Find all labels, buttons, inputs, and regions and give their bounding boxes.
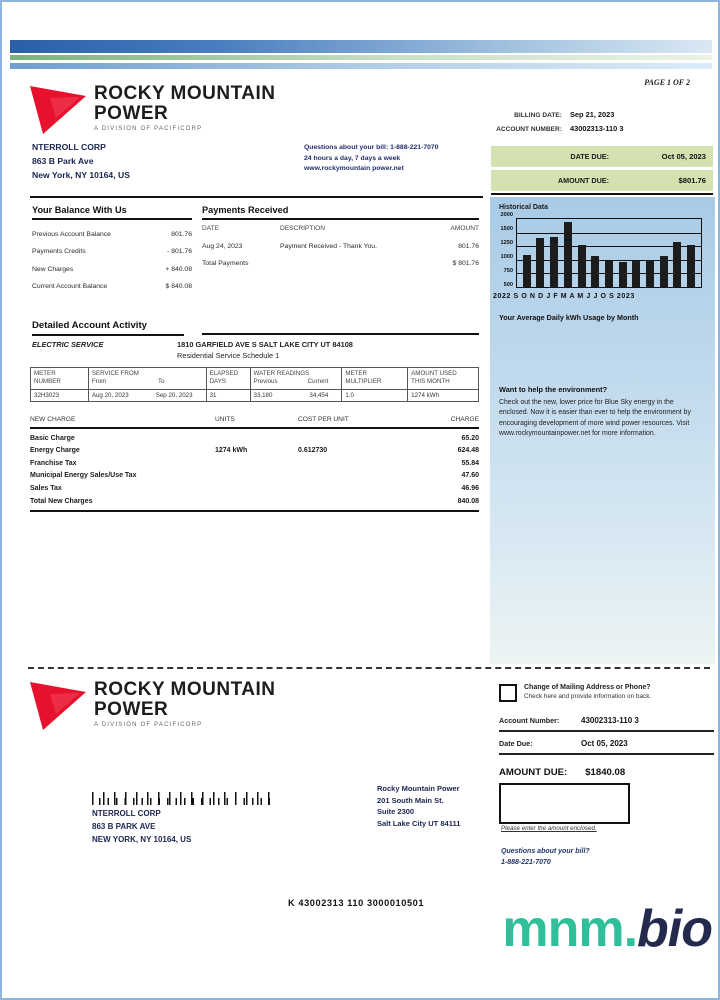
payments-title: Payments Received [202,205,479,220]
amount-enclosed-field[interactable] [499,783,630,824]
stub-date-due-label: Date Due: [499,739,533,748]
chart-ylabel: 1500 [500,226,513,233]
balance-title: Your Balance With Us [32,205,192,220]
chart-ylabel: 1250 [500,240,513,247]
service-schedule: Residential Service Schedule 1 [177,351,280,360]
stub-amount-due-row [499,767,625,778]
charges-table [30,416,479,512]
logo-name-line1: ROCKY MOUNTAIN [94,679,276,700]
historical-data-title: Historical Data [499,204,549,211]
meter-to-date: Sep 20, 2023 [155,391,193,399]
meter-multiplier: 1.0 [342,389,408,401]
activity-divider [202,333,479,335]
payments-section [202,205,479,267]
customer-address-block [32,141,130,183]
charges-total-label: Total New Charges [30,497,93,505]
balance-row-value: - 801.76 [167,248,192,255]
charge-row: Energy Charge 1274 kWh 0.612730 624.48 [30,447,479,455]
charges-total-value: 840.08 [457,497,479,505]
stub-questions-line2: 1-888-221-7070 [501,859,551,867]
service-type: ELECTRIC SERVICE [32,340,104,349]
postal-barcode-icon [92,792,270,805]
account-number-value: 43002313-110 3 [570,124,624,133]
chart-bar [660,256,668,287]
charges-total-row [30,498,479,512]
stub-account-value: 43002313-110 3 [581,716,639,725]
contact-block [304,143,489,175]
chart-ylabel: 2000 [500,212,513,218]
charges-col-charge: CHARGE [450,416,479,423]
chart-ylabel: 500 [503,282,513,289]
amount-enclosed-note: Please enter the amount enclosed. [501,825,597,832]
payment-amount: 801.76 [458,242,479,250]
change-address-label: Change of Mailing Address or Phone? [524,684,651,691]
stub-date-due-row [499,739,714,755]
stub-account-label: Account Number: [499,716,560,725]
change-address-checkbox[interactable] [499,684,517,702]
customer-address-line2: New York, NY 10164, US [32,169,130,180]
meter-amount-used: 1274 kWh [408,389,479,401]
chart-bar [605,261,613,287]
remit-address-block [377,783,460,830]
change-address-sublabel: Check here and provide information on back. [524,693,652,700]
remit-address-line2: Suite 2300 [377,807,415,817]
balance-row-value: $ 840.08 [165,283,192,290]
account-number-label: ACCOUNT NUMBER: [496,126,562,133]
top-gradient-bar-green [10,55,712,60]
remit-name: Rocky Mountain Power [377,784,460,793]
chart-bar [591,256,599,287]
mailing-address-line1: 863 B PARK AVE [92,821,156,831]
payments-col-date: DATE [202,225,220,232]
logo-name-line1: ROCKY MOUNTAIN [94,83,276,104]
remit-address-line1: 201 South Main St. [377,795,444,805]
mailing-address-block [92,808,191,846]
scanline-code: K 43002313 110 3000010501 [288,898,425,908]
billing-date-value: Sep 21, 2023 [570,110,615,119]
environment-title: Want to help the environment? [499,385,608,394]
meter-current-reading: 34,454 [309,391,329,399]
chart-bar [578,245,586,287]
charge-row: Municipal Energy Sales/Use Tax 47.60 [30,472,479,480]
activity-title: Detailed Account Activity [32,320,184,336]
mailing-name: NTERROLL CORP [92,809,161,818]
meter-previous-reading: 33,180 [253,391,273,399]
payment-description: Payment Received - Thank You. [280,242,377,250]
contact-website-line: www.rockymountain power.net [304,165,404,173]
chart-bar [646,260,654,287]
balance-row-value: + 840.08 [165,265,192,273]
change-address-row [499,684,651,702]
environment-text: Check out the new, lower price for Blue Sky energy in the enclosed. Now it is easier than ever to help the environment by encouraging development of more wind power resources. Visit www.rockymountainpower.net for more information. [499,399,691,438]
stub-amount-due-label: AMOUNT DUE: [499,767,568,778]
charges-col-units: UNITS [215,416,235,423]
charge-row: Basic Charge 65.20 [30,434,479,442]
top-gradient-bar-blue [10,40,712,53]
logo-name-line2: POWER [94,699,169,720]
chart-bar [523,255,531,287]
usage-chart [516,218,702,288]
charges-col-cost: COST PER UNIT [298,416,349,423]
date-due-label: DATE DUE: [570,152,609,161]
chart-bar [550,237,558,287]
meter-number: 32H3023 [31,389,89,401]
contact-hours-line: 24 hours a day, 7 days a week [304,154,401,162]
charge-row: Franchise Tax 55.84 [30,459,479,467]
balance-row-value: 801.76 [171,230,192,238]
chart-bar [673,242,681,287]
chart-bar [687,245,695,287]
meter-elapsed-days: 31 [206,389,250,401]
contact-phone-line: Questions about your bill: 1-888-221-7070 [304,144,439,151]
balance-row-label: Previous Account Balance [32,230,111,238]
meter-table: METER NUMBER SERVICE FROM From To ELAPSED DAYS WATER READINGS Previous Current METER MULTIPLIER AMOUNT USED THIS MONTH 32H3023 Aug 20, 2023 Sep 20, 2023 31 33,180 34,454 1.0 1274 kWh [30,367,479,402]
service-location [177,340,353,360]
company-logo [30,84,276,136]
charge-row: Sales Tax 46.96 [30,484,479,492]
meter-col-multiplier: METER [345,370,367,377]
meter-col-service-from: SERVICE FROM [91,370,139,377]
amount-due-label: AMOUNT DUE: [557,176,609,185]
stub-amount-due-value: $1840.08 [585,767,626,778]
billing-meta [462,110,712,133]
meter-col-amount-used: AMOUNT USED [411,370,457,377]
balance-row-label: New Charges [32,265,74,273]
page-number-label: PAGE 1 OF 2 [644,78,690,87]
remit-address-line3: Salt Lake City UT 84111 [377,818,461,828]
balance-row-label: Payments Credits [32,248,86,255]
logo-tagline: A DIVISION OF PACIFICORP [94,722,203,728]
chart-bar [536,238,544,287]
service-address: 1810 GARFIELD AVE S SALT LAKE CITY UT 84108 [177,340,353,349]
balance-section [32,205,192,290]
chart-x-axis-labels: 2022 S O N D J F M A M J J O S 2023 [493,293,635,300]
balance-row-label: Current Account Balance [32,283,108,290]
tear-off-dashed-line [28,667,710,669]
meter-col-readings: WATER READINGS [253,370,310,377]
watermark-prefix: mnm. [502,900,638,958]
meter-from-date: Aug 20, 2023 [91,391,129,399]
stub-questions-line1: Questions about your bill? [501,848,590,855]
chart-ylabels [491,213,513,289]
header-divider [30,196,483,198]
top-gradient-bar-lightblue [10,63,712,69]
chart-bar [619,262,627,287]
logo-tagline: A DIVISION OF PACIFICORP [94,126,203,132]
charges-col-label: NEW CHARGE [30,416,76,423]
payment-row [202,243,479,250]
stub-questions-block [501,846,590,868]
stub-company-logo [30,680,276,732]
chart-bar [632,261,640,287]
date-due-value: Oct 05, 2023 [661,152,706,161]
payments-total-row [202,260,479,267]
rocky-mountain-power-logo-icon [30,680,88,732]
chart-bar [564,222,572,287]
date-due-box [491,146,713,167]
payments-col-description: DESCRIPTION [280,225,326,232]
meter-data-row [31,389,479,401]
payments-total-value: $ 801.76 [452,260,479,267]
watermark-logo [502,900,712,958]
customer-address-line1: 863 B Park Ave [32,155,94,166]
rocky-mountain-power-logo-icon [30,84,88,136]
payments-col-amount: AMOUNT [450,225,479,232]
meter-col-meter: METER [34,370,56,377]
amount-due-box [491,170,713,191]
meter-col-elapsed: ELAPSED [209,370,239,377]
watermark-suffix: bio [637,900,712,958]
billing-date-label: BILLING DATE: [514,112,562,119]
chart-bars [517,219,701,287]
chart-caption: Your Average Daily kWh Usage by Month [499,313,639,322]
payment-date: Aug 24, 2023 [202,242,243,250]
stub-date-due-value: Oct 05, 2023 [581,739,628,748]
stub-account-row [499,716,714,732]
chart-ylabel: 750 [503,268,513,275]
amount-due-value: $801.76 [678,176,706,185]
sidebar-panel [490,197,715,664]
payments-total-label: Total Payments [202,260,249,267]
logo-name-line2: POWER [94,103,169,124]
customer-name: NTERROLL CORP [32,142,106,152]
mailing-address-line2: NEW YORK, NY 10164, US [92,834,192,844]
header-divider-right [491,193,713,195]
chart-ylabel: 1000 [500,254,513,261]
